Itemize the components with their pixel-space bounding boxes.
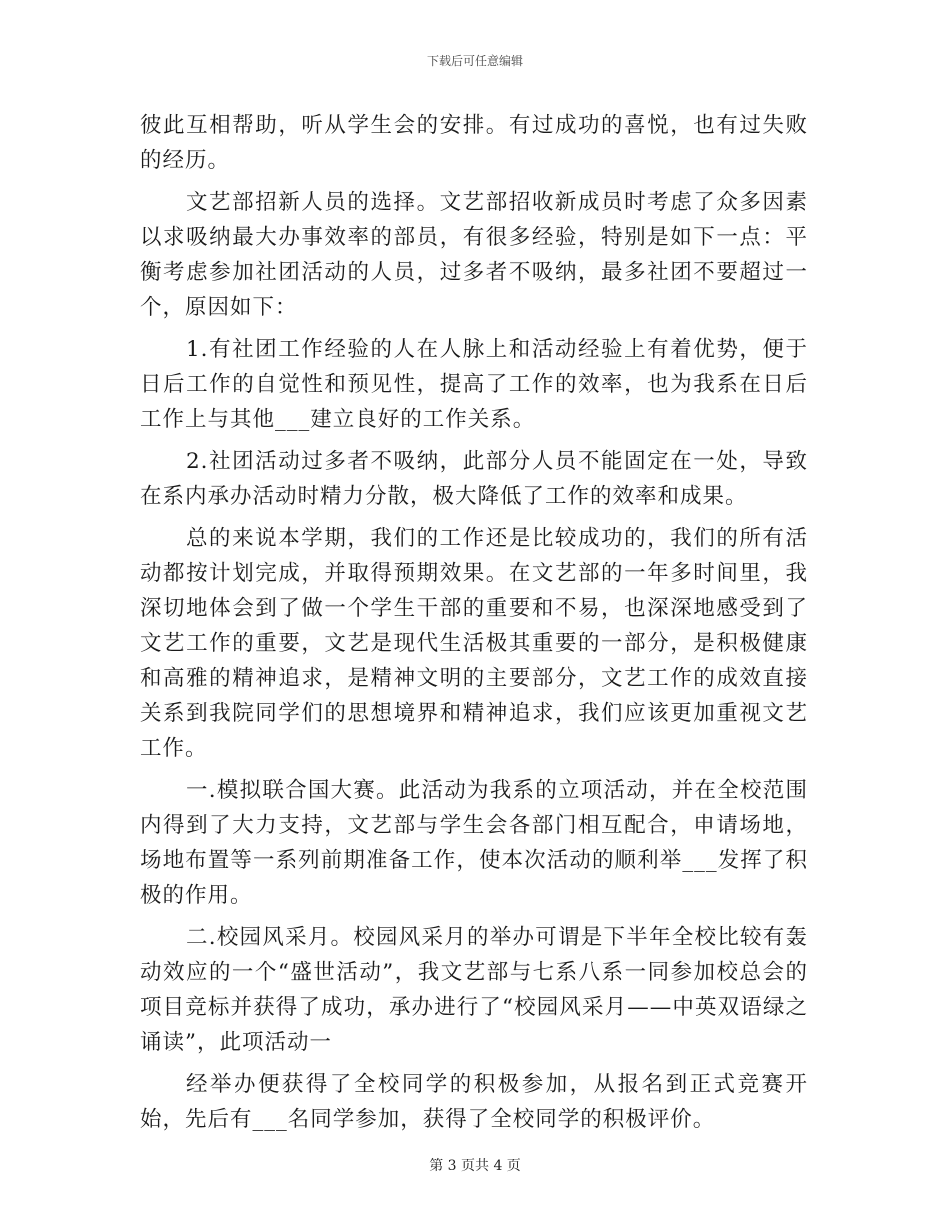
paragraph-7: 二.校园风采月。校园风采月的举办可谓是下半年全校比较有轰动效应的一个“盛世活动”，我文艺部与七系八系一同参加校总会的项目竞标并获得了成功，承办进行了“校园风采月——中英双语绿之诵读”，此项活动一 [140,925,808,1055]
paragraph-4: 2.社团活动过多者不吸纳，此部分人员不能固定在一处，导致在系内承办活动时精力分散，极大降低了工作的效率和成果。 [140,449,808,509]
paragraph-5: 总的来说本学期，我们的工作还是比较成功的，我们的所有活动都按计划完成，并取得预期效果。在文艺部的一年多时间里，我深切地体会到了做一个学生干部的重要和不易，也深深地感受到了文艺工作的重要，文艺是现代生活极其重要的一部分，是积极健康和高雅的精神追求，是精神文明的主要部分，文艺工作的成效直接关系到我院同学们的思想境界和精神追求，我们应该更加重视文艺工作。 [140,526,808,761]
page-footer: 第 3 页共 4 页 [429,1158,521,1174]
paragraph-3: 1.有社团工作经验的人在人脉上和活动经验上有着优势，便于日后工作的自觉性和预见性，提高了工作的效率，也为我系在日后工作上与其他___建立良好的工作关系。 [140,337,808,432]
page-header: 下载后可任意编辑 [426,54,523,68]
paragraph-6: 一.模拟联合国大赛。此活动为我系的立项活动，并在全校范围内得到了大力支持，文艺部与学生会各部门相互配合，申请场地，场地布置等一系列前期准备工作，使本次活动的顺利举___发挥了积极的作用。 [140,778,808,908]
paragraph-2: 文艺部招新人员的选择。文艺部招收新成员时考虑了众多因素以求吸纳最大办事效率的部员，有很多经验，特别是如下一点：平衡考虑参加社团活动的人员，过多者不吸纳，最多社团不要超过一个，原因如下： [140,190,808,320]
document-body [140,108,808,1144]
paragraph-1: 彼此互相帮助，听从学生会的安排。有过成功的喜悦，也有过失败的经历。 [140,113,808,173]
paragraph-8: 经举办便获得了全校同学的积极参加，从报名到正式竞赛开始，先后有___名同学参加，获得了全校同学的积极评价。 [140,1072,808,1132]
